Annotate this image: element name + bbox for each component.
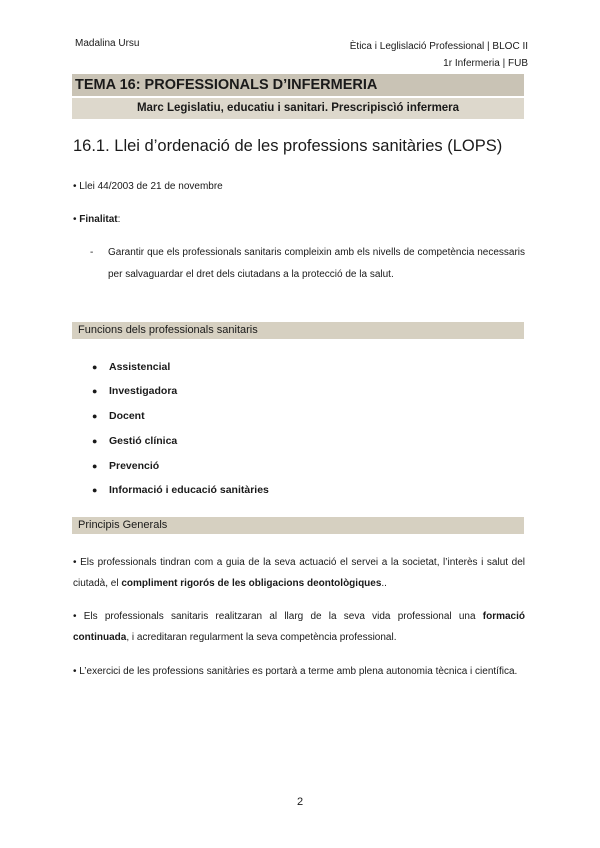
page-title: TEMA 16: PROFESSIONALS D’INFERMERIA	[72, 74, 524, 96]
finalitat-bullet: •	[73, 214, 80, 225]
page-subtitle: Marc Legislatiu, educatiu i sanitari. Prescripiscìó infermera	[72, 98, 524, 119]
finalitat-item	[90, 242, 525, 286]
header-program: 1r Infermeria | FUB	[443, 58, 528, 69]
text-run: • Els professionals tindran com a guia de la seva actuació el servei a la societat, l’interès i salut del ciutadà, el	[73, 557, 525, 589]
header-right	[350, 38, 528, 72]
text-run: ..	[381, 578, 387, 589]
finalitat-text: Garantir que els professionals sanitaris compleixin amb els nivells de competència necessaris per salvaguardar el dret dels ciutadans a la protecció de la salut.	[108, 247, 525, 280]
dash-marker: -	[90, 247, 94, 258]
principi-paragraph-3: • L’exercici de les professions sanitàries es portarà a terme amb plena autonomia tècnica i científica.	[73, 666, 518, 677]
text-run-bold: formació continuada	[73, 611, 525, 643]
text-run: , i acreditaran regularment la seva competència professional.	[126, 632, 397, 643]
principi-paragraph-2	[73, 606, 525, 648]
funcio-label: Informació i educació sanitàries	[109, 484, 269, 496]
funcio-label: Investigadora	[109, 385, 178, 397]
principi-paragraph-1	[73, 552, 525, 594]
funcio-item	[92, 460, 159, 472]
law-line: • Llei 44/2003 de 21 de novembre	[73, 181, 223, 192]
bullet-dot-icon: ●	[92, 461, 98, 471]
bullet-dot-icon: ●	[92, 411, 98, 421]
text-run: • Els professionals sanitaris realitzaran al llarg de la seva vida professional una	[73, 611, 483, 622]
text-run-bold: compliment rigorós de les obligacions deontològiques	[121, 578, 382, 589]
funcio-item	[92, 484, 269, 496]
principis-heading: Principis Generals	[72, 517, 524, 534]
funcio-label: Prevenció	[109, 460, 160, 472]
page-number: 2	[296, 796, 304, 808]
bullet-dot-icon: ●	[92, 362, 98, 372]
funcio-label: Gestió clínica	[109, 435, 178, 447]
bullet-dot-icon: ●	[92, 436, 98, 446]
finalitat-line	[73, 214, 120, 225]
finalitat-colon: :	[117, 214, 121, 225]
funcio-label: Docent	[109, 410, 145, 422]
funcio-item	[92, 410, 145, 422]
bullet-dot-icon: ●	[92, 485, 98, 495]
header-author: Madalina Ursu	[75, 38, 140, 49]
funcio-item	[92, 435, 177, 447]
header-course: Ètica i Leglislació Professional | BLOC II	[349, 41, 528, 52]
finalitat-label: Finalitat	[79, 214, 118, 225]
funcions-heading: Funcions dels professionals sanitaris	[72, 322, 524, 339]
funcio-label: Assistencial	[109, 361, 171, 373]
bullet-dot-icon: ●	[92, 386, 98, 396]
funcio-item	[92, 385, 177, 397]
funcio-item	[92, 361, 170, 373]
section-heading: 16.1. Llei d’ordenació de les professions sanitàries (LOPS)	[73, 137, 503, 155]
